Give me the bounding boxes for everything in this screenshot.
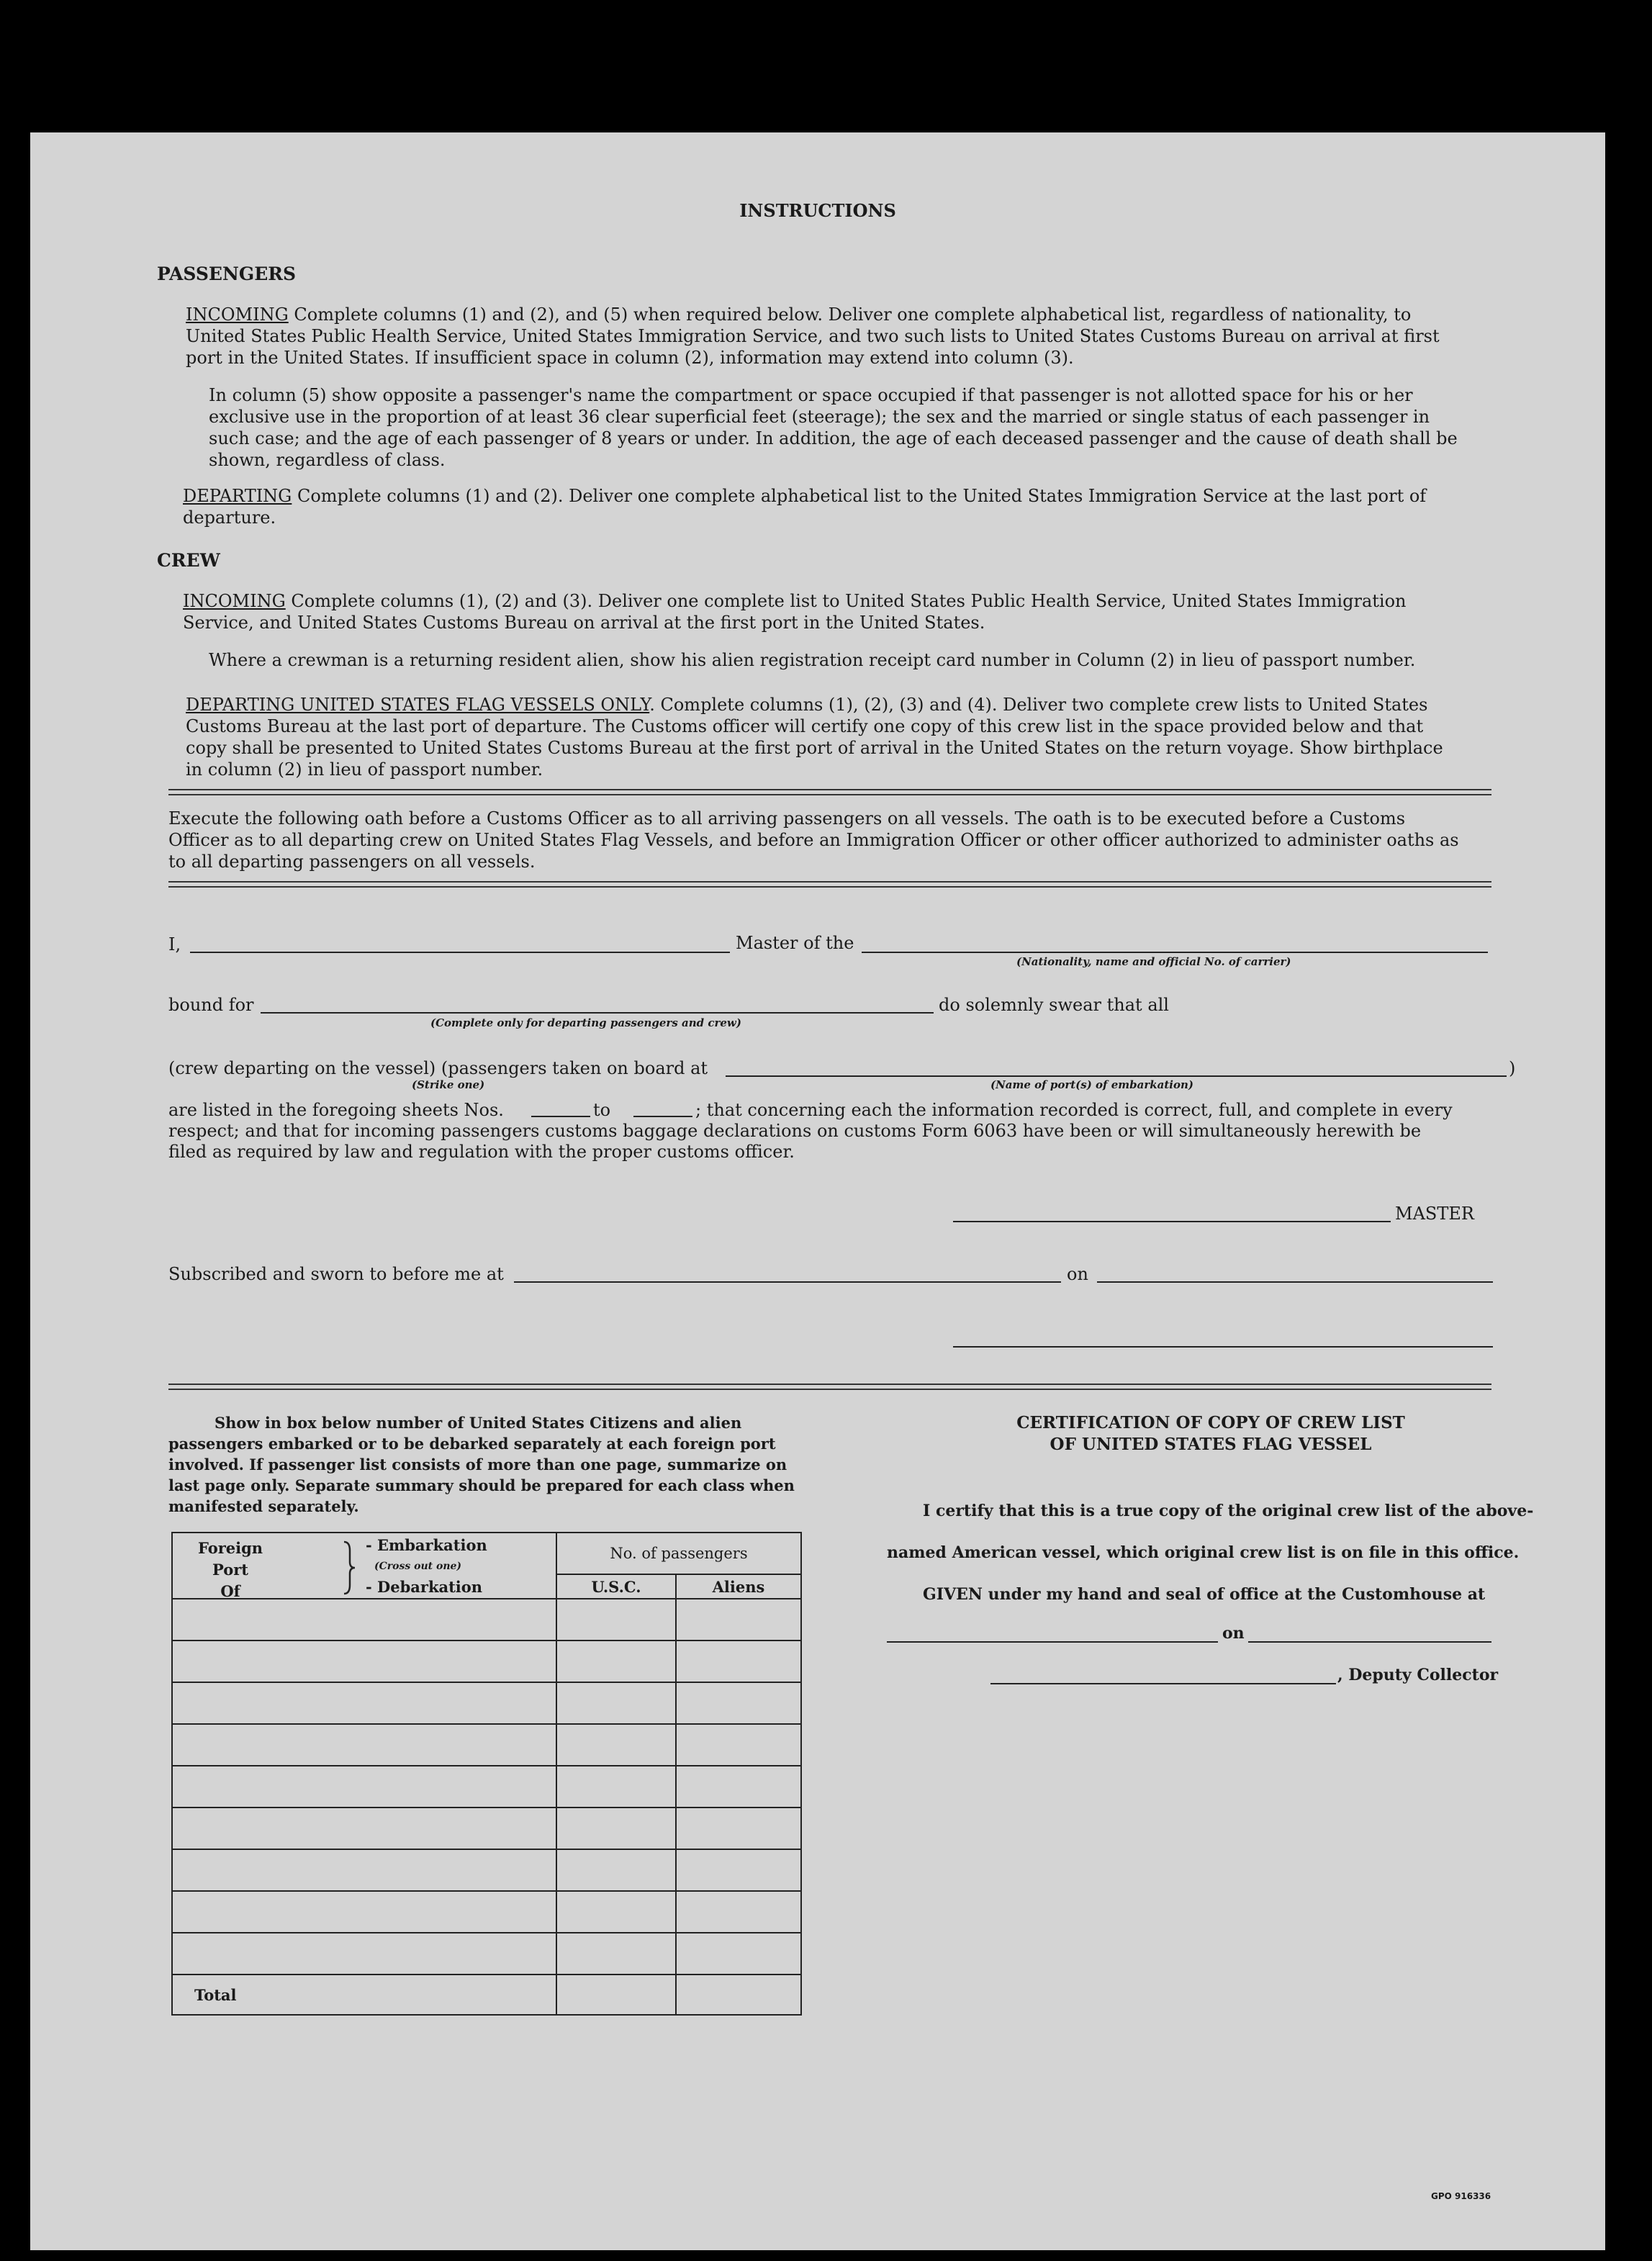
- close-paren: ): [1509, 1058, 1516, 1078]
- passengers-incoming-label: INCOMING: [186, 304, 289, 325]
- foreign-port-header: [172, 1533, 556, 1599]
- foreign-port-label: Foreign Port Of: [197, 1539, 263, 1600]
- usc-cell[interactable]: [556, 1599, 676, 1641]
- cross-out-note: (Cross out one): [374, 1561, 462, 1572]
- total-aliens-cell[interactable]: [676, 1975, 801, 2015]
- usc-cell[interactable]: [556, 1891, 676, 1933]
- aliens-cell[interactable]: [676, 1766, 801, 1808]
- usc-cell[interactable]: [556, 1849, 676, 1891]
- certification-line-2: named American vessel, which original crew list is on file in this office.: [887, 1543, 1520, 1562]
- embarkation-option[interactable]: - Embarkation: [366, 1536, 487, 1554]
- usc-cell[interactable]: [556, 1682, 676, 1724]
- divider: [168, 881, 1491, 888]
- aliens-cell[interactable]: [676, 1724, 801, 1766]
- port-cell[interactable]: [172, 1891, 556, 1933]
- aliens-cell[interactable]: [676, 1808, 801, 1849]
- page-title: INSTRUCTIONS: [739, 200, 896, 221]
- sheet-to-line[interactable]: [633, 1116, 692, 1117]
- certification-on-label: on: [1222, 1624, 1245, 1643]
- total-label: Total: [172, 1975, 556, 2015]
- subscribed-text: Subscribed and sworn to before me at: [168, 1264, 504, 1284]
- usc-cell[interactable]: [556, 1933, 676, 1975]
- gpo-code: GPO 916336: [1431, 2191, 1491, 2201]
- certification-line-3: GIVEN under my hand and seal of office at the Customhouse at: [923, 1585, 1486, 1604]
- passengers-departing-label: DEPARTING: [183, 486, 292, 506]
- brace-icon: [341, 1539, 357, 1597]
- aliens-cell[interactable]: [676, 1641, 801, 1682]
- deputy-signature-line[interactable]: [990, 1683, 1336, 1684]
- aliens-header: Aliens: [676, 1574, 801, 1599]
- master-label: MASTER: [1395, 1204, 1474, 1224]
- ports-caption: (Name of port(s) of embarkation): [990, 1078, 1193, 1091]
- bound-for-caption: (Complete only for departing passengers and crew): [430, 1016, 741, 1029]
- master-name-line[interactable]: [190, 952, 730, 953]
- swear-text: do solemnly swear that all: [939, 995, 1169, 1015]
- listed-to-label: to: [593, 1100, 611, 1120]
- port-cell[interactable]: [172, 1808, 556, 1849]
- officer-signature-line[interactable]: [953, 1346, 1493, 1348]
- aliens-cell[interactable]: [676, 1933, 801, 1975]
- crew-incoming-instruction: [183, 590, 1460, 633]
- aliens-cell[interactable]: [676, 1891, 801, 1933]
- deputy-collector-label: , Deputy Collector: [1337, 1666, 1499, 1684]
- master-of-the-label: Master of the: [736, 933, 854, 953]
- certification-date-line[interactable]: [1248, 1641, 1491, 1643]
- crew-heading: CREW: [157, 550, 220, 571]
- crew-departing-instruction: [186, 694, 1460, 780]
- crew-returning-alien-note: Where a crewman is a returning resident alien, show his alien registration receipt card number in Column (2) in lieu of passport number.: [209, 650, 1416, 670]
- port-cell[interactable]: [172, 1641, 556, 1682]
- divider: [168, 1384, 1491, 1390]
- strike-one-caption: (Strike one): [412, 1078, 485, 1091]
- sworn-place-line[interactable]: [514, 1281, 1061, 1283]
- passengers-column5-note: In column (5) show opposite a passenger's name the compartment or space occupied if that passenger is not allotted space for his or her exclusive use in the proportion of at least 36 clear superficial feet (steerage); the sex and the married or single status of each passenger in such case; and the age of each passenger of 8 years or under. In addition, the age of each deceased passenger and the cause of death shall be shown, regardless of class.: [209, 385, 1458, 470]
- no-passengers-header: No. of passengers: [556, 1533, 801, 1574]
- master-signature-line[interactable]: [953, 1221, 1391, 1222]
- crew-incoming-text: Complete columns (1), (2) and (3). Deliver one complete list to United States Public Health Service, United States Immigration Service, and United States Customs Bureau on arrival at the first port in the United States.: [183, 591, 1407, 633]
- port-cell[interactable]: [172, 1599, 556, 1641]
- crew-passengers-text: (crew departing on the vessel) (passengers taken on board at: [168, 1058, 708, 1078]
- sworn-date-line[interactable]: [1097, 1281, 1493, 1283]
- usc-header: U.S.C.: [556, 1574, 676, 1599]
- total-usc-cell[interactable]: [556, 1975, 676, 2015]
- form-page: [30, 132, 1605, 2250]
- certification-heading: CERTIFICATION OF COPY OF CREW LIST OF UNITED STATES FLAG VESSEL: [1016, 1413, 1405, 1454]
- summary-instructions: Show in box below number of United States Citizens and alien passengers embarked or to be debarked separately at each foreign port involved. If passenger list consists of more than one page, summarize on last page only. Separate summary should be prepared for each class when manifested separately.: [168, 1414, 795, 1515]
- listed-text-b: ; that concerning each the information recorded is correct, full, and complete in every: [695, 1100, 1453, 1120]
- carrier-caption: (Nationality, name and official No. of carrier): [1016, 955, 1291, 968]
- port-cell[interactable]: [172, 1682, 556, 1724]
- listed-text-a: are listed in the foregoing sheets Nos.: [168, 1100, 504, 1120]
- aliens-cell[interactable]: [676, 1849, 801, 1891]
- passengers-incoming-instruction: [186, 304, 1460, 369]
- customhouse-line[interactable]: [887, 1641, 1218, 1643]
- carrier-line[interactable]: [862, 952, 1488, 953]
- debarkation-option[interactable]: - Debarkation: [366, 1578, 483, 1596]
- bound-for-line[interactable]: [261, 1012, 934, 1014]
- certification-line-1: I certify that this is a true copy of the original crew list of the above-: [923, 1502, 1534, 1520]
- usc-cell[interactable]: [556, 1766, 676, 1808]
- passengers-departing-instruction: [183, 485, 1460, 528]
- aliens-cell[interactable]: [676, 1599, 801, 1641]
- usc-cell[interactable]: [556, 1641, 676, 1682]
- passengers-heading: PASSENGERS: [157, 263, 297, 284]
- crew-incoming-label: INCOMING: [183, 591, 286, 611]
- embarkation-ports-line[interactable]: [726, 1075, 1507, 1077]
- bound-for-label: bound for: [168, 995, 254, 1015]
- port-cell[interactable]: [172, 1933, 556, 1975]
- passengers-incoming-text: Complete columns (1) and (2), and (5) when required below. Deliver one complete alphabetical list, regardless of nationality, to United States Public Health Service, United States Immigration Service, and two such lists to United States Customs Bureau on arrival at first port in the United States. If insufficient space in column (2), information may extend into column (3).: [186, 304, 1440, 368]
- usc-cell[interactable]: [556, 1808, 676, 1849]
- passenger-summary-table: [171, 1532, 802, 2016]
- oath-instructions: Execute the following oath before a Customs Officer as to all arriving passengers on all vessels. The oath is to be executed before a Customs Officer as to all departing crew on United States Flag Vessels, and before an Immigration Officer or other officer authorized to administer oaths as to all departing passengers on all vessels.: [168, 808, 1459, 872]
- port-cell[interactable]: [172, 1849, 556, 1891]
- divider: [168, 789, 1491, 795]
- port-cell[interactable]: [172, 1724, 556, 1766]
- oath-i-label: I,: [168, 934, 181, 955]
- crew-departing-label: DEPARTING UNITED STATES FLAG VESSELS ONLY: [186, 695, 650, 715]
- listed-text-c: respect; and that for incoming passengers customs baggage declarations on customs Form 6063 have been or will simultaneously herewith be: [168, 1121, 1422, 1141]
- port-cell[interactable]: [172, 1766, 556, 1808]
- crew-departing-text: . Complete columns (1), (2), (3) and (4). Deliver two complete crew lists to United States Customs Bureau at the last port of departure. The Customs officer will certify one copy of this crew list in the space provided below and that copy shall be presented to United States Customs Bureau at the first port of arrival in the United States on the return voyage. Show birthplace in column (2) in lieu of passport number.: [186, 695, 1443, 780]
- sworn-on-label: on: [1067, 1264, 1088, 1284]
- aliens-cell[interactable]: [676, 1682, 801, 1724]
- usc-cell[interactable]: [556, 1724, 676, 1766]
- sheet-from-line[interactable]: [531, 1116, 590, 1117]
- passengers-departing-text: Complete columns (1) and (2). Deliver one complete alphabetical list to the United States Immigration Service at the last port of departure.: [183, 486, 1427, 528]
- listed-text-d: filed as required by law and regulation with the proper customs officer.: [168, 1142, 795, 1162]
